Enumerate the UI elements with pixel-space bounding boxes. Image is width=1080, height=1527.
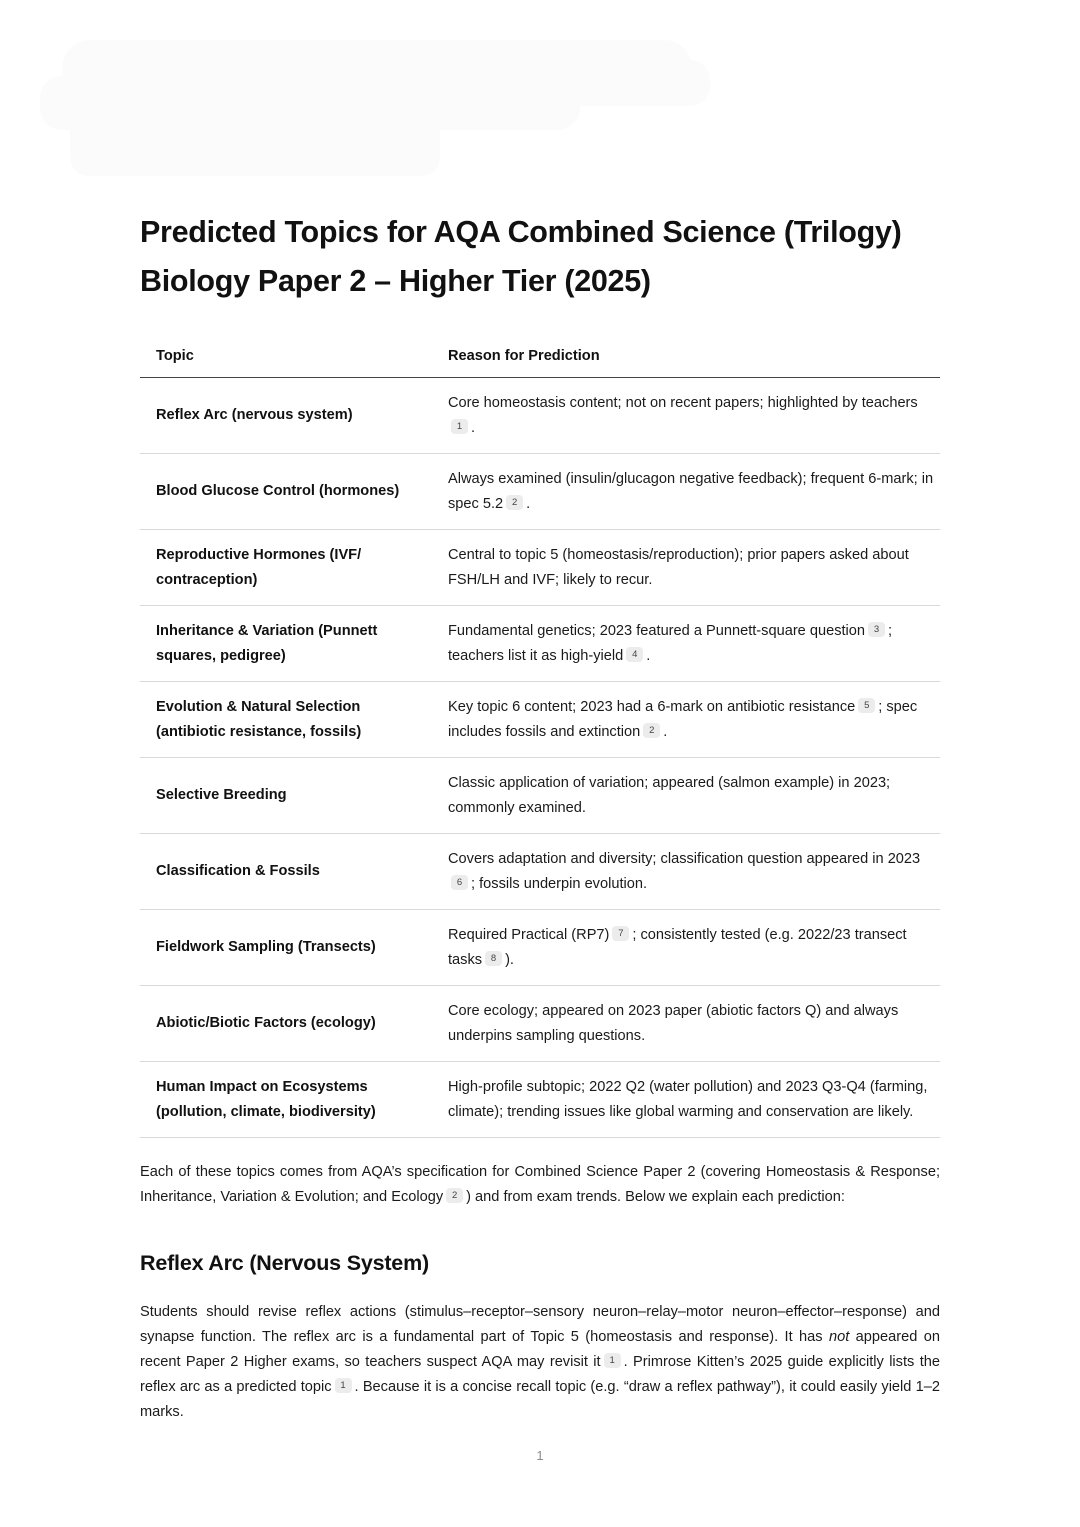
reason-text: Always examined (insulin/glucagon negative feedback); frequent 6-mark; in spec 5.2 (448, 471, 934, 512)
section-heading-reflex-arc: Reflex Arc (Nervous System) (140, 1251, 429, 1275)
reason-text-mid: ; consistently tested (e.g. 2022/23 transect tasks (448, 927, 907, 968)
column-header-reason: Reason for Prediction (443, 348, 940, 378)
reason-text-tail: . (526, 495, 531, 512)
cell-topic: Reflex Arc (nervous system) (140, 378, 443, 454)
reason-text-mid: ; teachers list it as high-yield (448, 623, 893, 664)
cell-reason: High-profile subtopic; 2022 Q2 (water pollution) and 2023 Q3-Q4 (farming, climate); trending issues like global warming and conservation are likely. (443, 1062, 940, 1138)
predicted-topics-table (140, 348, 940, 1138)
column-header-topic: Topic (140, 348, 443, 378)
reason-text: Key topic 6 content; 2023 had a 6-mark on antibiotic resistance (448, 699, 856, 715)
cell-topic: Classification & Fossils (140, 834, 443, 910)
reason-text: Covers adaptation and diversity; classification question appeared in 2023 (448, 851, 921, 867)
table-row (140, 834, 940, 910)
cell-reason (443, 606, 940, 682)
citation-badge[interactable]: 3 (868, 622, 885, 637)
citation-badge[interactable]: 6 (451, 875, 468, 890)
reason-text: Fundamental genetics; 2023 featured a Punnett-square question (448, 623, 866, 639)
section-text-c: . Primrose Kitten’s 2025 guide explicitly lists the reflex arc as a predicted topic (140, 1354, 940, 1395)
cell-topic: Abiotic/Biotic Factors (ecology) (140, 986, 443, 1062)
section-paragraph-reflex-arc (140, 1300, 940, 1425)
table-row (140, 1062, 940, 1138)
table-row (140, 530, 940, 606)
section-text-a: Students should revise reflex actions (stimulus–receptor–sensory neuron–relay–motor neuron–effector–response) and synapse function. The reflex arc is a fundamental part of Topic 5 (homeostasis and response). It has (140, 1304, 940, 1345)
citation-badge[interactable]: 2 (643, 723, 660, 738)
intro-text-b: ) and from exam trends. Below we explain each prediction: (466, 1189, 845, 1205)
table-row (140, 758, 940, 834)
reason-text-tail: . (663, 723, 668, 740)
section-text-d: . Because it is a concise recall topic (e.g. “draw a reflex pathway”), it could easily yield 1–2 marks. (140, 1379, 940, 1420)
table-row (140, 378, 940, 454)
table-row (140, 910, 940, 986)
reason-text-mid: ; spec includes fossils and extinction (448, 699, 918, 740)
cell-topic: Reproductive Hormones (IVF/ contraception) (140, 530, 443, 606)
citation-badge[interactable]: 2 (506, 495, 523, 510)
citation-badge[interactable]: 4 (626, 647, 643, 662)
cell-topic: Fieldwork Sampling (Transects) (140, 910, 443, 986)
citation-badge[interactable]: 1 (335, 1378, 352, 1393)
cell-reason: Classic application of variation; appeared (salmon example) in 2023; commonly examined. (443, 758, 940, 834)
table-header-row (140, 348, 940, 378)
emphasis-not: not (828, 1329, 850, 1345)
cell-reason: Central to topic 5 (homeostasis/reproduction); prior papers asked about FSH/LH and IVF; likely to recur. (443, 530, 940, 606)
cell-reason: Core ecology; appeared on 2023 paper (abiotic factors Q) and always underpins sampling questions. (443, 986, 940, 1062)
citation-badge[interactable]: 8 (485, 951, 502, 966)
table-row (140, 454, 940, 530)
cell-reason (443, 910, 940, 986)
intro-paragraph (140, 1160, 940, 1210)
cell-reason (443, 682, 940, 758)
table-row (140, 682, 940, 758)
cell-reason (443, 454, 940, 530)
cell-topic: Blood Glucose Control (hormones) (140, 454, 443, 530)
intro-text-a: Each of these topics comes from AQA’s specification for Combined Science Paper 2 (covering Homeostasis & Response; Inheritance, Variation & Evolution; and Ecology (140, 1164, 940, 1205)
table-row (140, 606, 940, 682)
page-title: Predicted Topics for AQA Combined Science (Trilogy) Biology Paper 2 – Higher Tier (2025) (140, 215, 902, 298)
section-text-b: appeared on recent Paper 2 Higher exams, so teachers suspect AQA may revisit it (140, 1329, 940, 1370)
cell-topic: Inheritance & Variation (Punnett squares, pedigree) (140, 606, 443, 682)
reason-text: Core homeostasis content; not on recent papers; highlighted by teachers (448, 395, 918, 411)
cell-topic: Evolution & Natural Selection (antibiotic resistance, fossils) (140, 682, 443, 758)
citation-badge[interactable]: 1 (604, 1353, 621, 1368)
cell-topic: Human Impact on Ecosystems (pollution, climate, biodiversity) (140, 1062, 443, 1138)
cell-reason (443, 378, 940, 454)
citation-badge[interactable]: 5 (858, 698, 875, 713)
reason-text-tail: ). (505, 951, 514, 968)
reason-text-tail: . (646, 647, 651, 664)
document-content (140, 0, 940, 1425)
cell-topic: Selective Breeding (140, 758, 443, 834)
citation-badge[interactable]: 7 (612, 926, 629, 941)
reason-text-tail: ; fossils underpin evolution. (471, 875, 648, 892)
citation-badge[interactable]: 2 (446, 1188, 463, 1203)
table-row (140, 986, 940, 1062)
reason-text: Required Practical (RP7) (448, 927, 610, 943)
page-number: 1 (536, 1448, 544, 1463)
table-body (140, 378, 940, 1138)
reason-text-tail: . (471, 419, 476, 436)
cell-reason (443, 834, 940, 910)
citation-badge[interactable]: 1 (451, 419, 468, 434)
